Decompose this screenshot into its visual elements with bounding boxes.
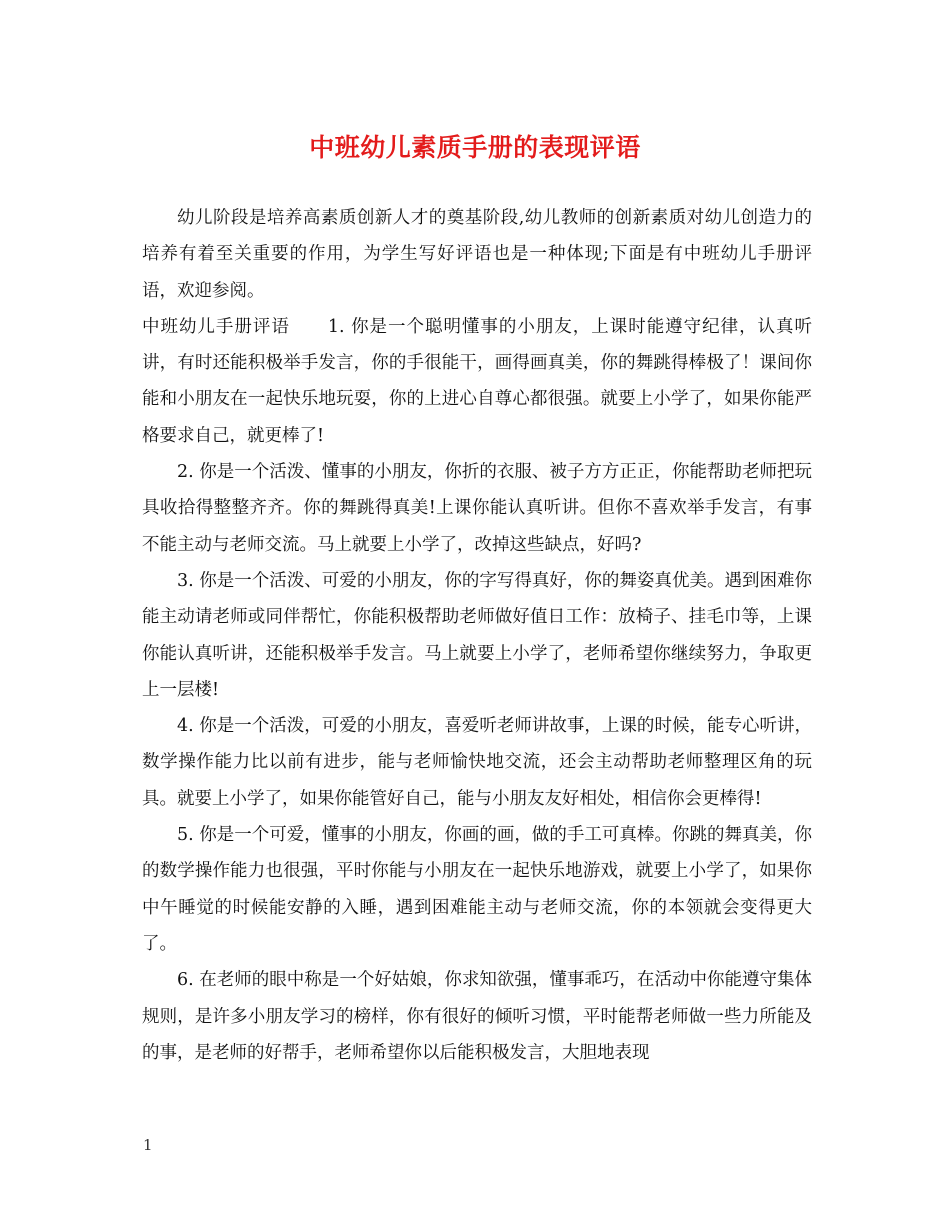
comment-paragraph-2: 2. 你是一个活泼、懂事的小朋友，你折的衣服、被子方方正正，你能帮助老师把玩具收拾得整整齐齐。你的舞跳得真美!上课你能认真听讲。但你不喜欢举手发言，有事不能主动与老师交流。马上就要上小学了，改掉这些缺点，好吗? bbox=[142, 462, 812, 555]
intro-paragraph: 幼儿阶段是培养高素质创新人才的奠基阶段,幼儿教师的创新素质对幼儿创造力的培养有着至关重要的作用，为学生写好评语也是一种体现;下面是有中班幼儿手册评语，欢迎参阅。 bbox=[142, 208, 812, 301]
page-number: 1 bbox=[143, 1136, 153, 1154]
comment-text-1: 1. 你是一个聪明懂事的小朋友，上课时能遵守纪律，认真听讲，有时还能积极举手发言，你的手很能干，画得画真美，你的舞跳得棒极了！课间你能和小朋友在一起快乐地玩耍，你的上进心自尊心都很强。就要上小学了，如果你能严格要求自己，就更棒了! bbox=[142, 316, 813, 446]
section-label: 中班幼儿手册评语 bbox=[142, 316, 290, 337]
comment-paragraph-3: 3. 你是一个活泼、可爱的小朋友，你的字写得真好，你的舞姿真优美。遇到困难你能主动请老师或同伴帮忙，你能积极帮助老师做好值日工作：放椅子、挂毛巾等，上课你能认真听讲，还能积极举手发言。马上就要上小学了，老师希望你继续努力，争取更上一层楼! bbox=[142, 570, 812, 700]
comment-paragraph-4: 4. 你是一个活泼，可爱的小朋友，喜爱听老师讲故事，上课的时候，能专心听讲，数学操作能力比以前有进步，能与老师愉快地交流，还会主动帮助老师整理区角的玩具。就要上小学了，如果你能管好自己，能与小朋友友好相处，相信你会更棒得! bbox=[142, 716, 812, 809]
document-body bbox=[142, 200, 812, 1071]
document-title: 中班幼儿素质手册的表现评语 bbox=[309, 133, 641, 162]
comment-paragraph-6: 6. 在老师的眼中称是一个好姑娘，你求知欲强，懂事乖巧，在活动中你能遵守集体规则，是许多小朋友学习的榜样，你有很好的倾听习惯，平时能帮老师做一些力所能及的事，是老师的好帮手，老师希望你以后能积极发言，大胆地表现 bbox=[142, 970, 812, 1063]
comment-paragraph-1 bbox=[142, 309, 812, 454]
comment-paragraph-5: 5. 你是一个可爱，懂事的小朋友，你画的画，做的手工可真棒。你跳的舞真美，你的数学操作能力也很强，平时你能与小朋友在一起快乐地游戏，就要上小学了，如果你中午睡觉的时候能安静的入睡，遇到困难能主动与老师交流，你的本领就会变得更大了。 bbox=[142, 825, 812, 954]
